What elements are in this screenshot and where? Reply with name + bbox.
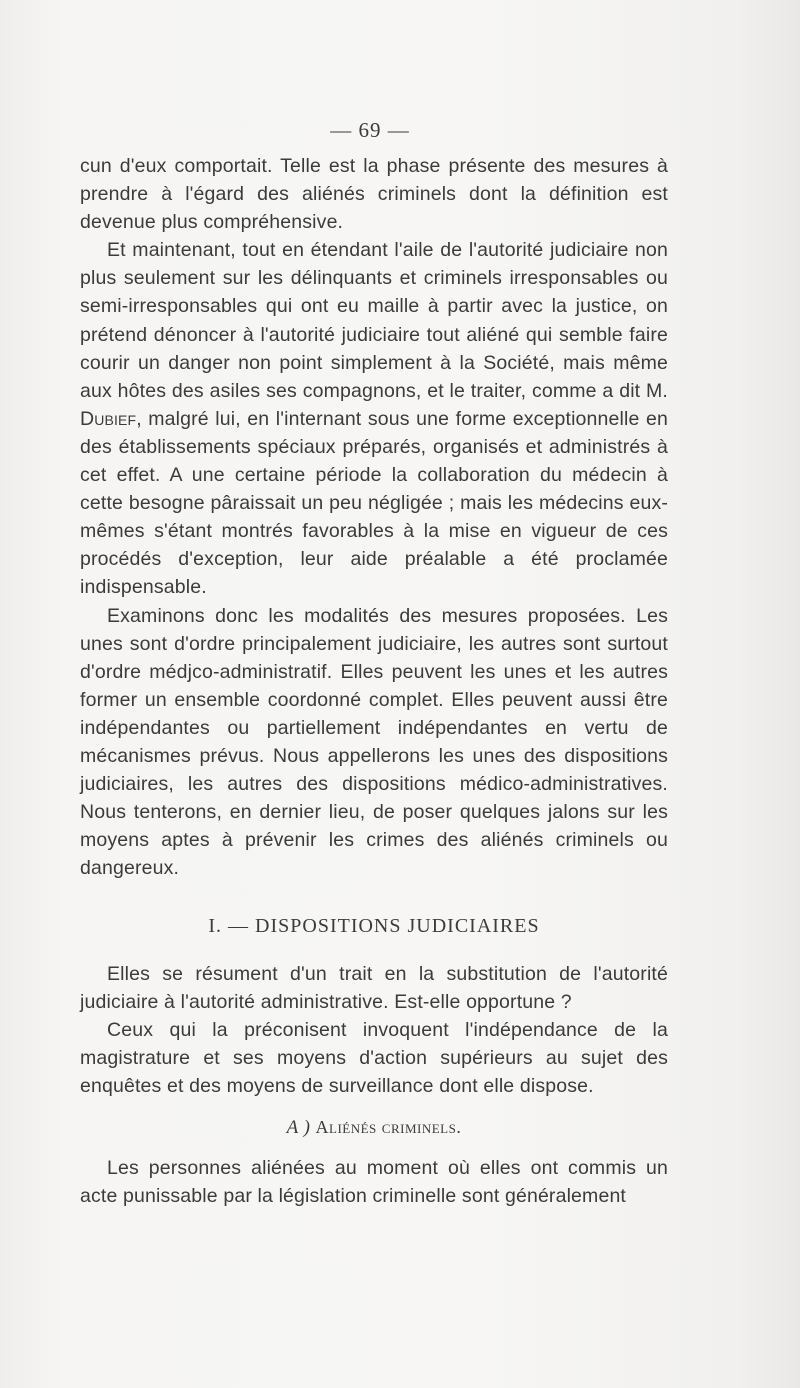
body-text xyxy=(80,152,668,1210)
author-name: Dubief xyxy=(80,407,137,430)
subsection-letter: A ) xyxy=(286,1117,311,1138)
paragraph-1: cun d'eux comportait. Telle est la phase présente des mesures à prendre à l'égard des aliénés criminels dont la définition est devenue plus compréhensive. xyxy=(80,155,668,234)
subsection-heading xyxy=(80,1113,668,1142)
page-number: — 69 — xyxy=(330,118,410,142)
final-paragraph: Les personnes aliénées au moment où elles ont commis un acte punissable par la législation criminelle sont généralement xyxy=(80,1157,668,1208)
section-paragraph-1: Elles se résument d'un trait en la substitution de l'autorité judiciaire à l'autorité administrative. Est-elle opportune ? xyxy=(80,962,668,1013)
subsection-title: Aliénés criminels. xyxy=(315,1117,462,1137)
paragraph-3: Examinons donc les modalités des mesures proposées. Les unes sont d'ordre principalement judiciaire, les autres sont surtout d'ordre médjco-administratif. Elles peuvent les unes et les autres former un ensemble coordonné complet. Elles peuvent aussi être indépendantes ou partiellement indépendantes en vertu de mécanismes prévus. Nous appellerons les unes des dispositions judiciaires, les autres des dispositions médico-administratives. Nous tenterons, en dernier lieu, de poser quelques jalons sur les moyens aptes à prévenir les crimes des aliénés criminels ou dangereux. xyxy=(80,604,668,880)
section-heading: I. — DISPOSITIONS JUDICIAIRES xyxy=(208,915,540,938)
paragraph-2-end: , malgré lui, en l'internant sous une forme exceptionnelle en des établissements spéciaux préparés, organisés et administrés à cet effet. A une certaine période la collaboration du médecin à cette besogne pâraissait un peu négligée ; mais les médecins eux-mêmes s'étant montrés favorables à la mise en vigueur de ces procédés d'exception, leur aide préalable a été proclamée indispensable. xyxy=(80,407,668,599)
section-paragraph-2: Ceux qui la préconisent invoquent l'indépendance de la magistrature et ses moyens d'action supérieurs au sujet des enquêtes et des moyens de surveillance dont elle dispose. xyxy=(80,1018,668,1097)
paragraph-2 xyxy=(80,236,668,601)
paragraph-2-start: Et maintenant, tout en étendant l'aile de l'autorité judiciaire non plus seulement sur les délinquants et criminels irresponsables ou semi-irresponsables qui ont eu maille à partir avec la justice, on prétend dénoncer à l'autorité judiciaire tout aliéné qui semble faire courir un danger non point simplement à la Société, mais même aux hôtes des asiles ses compagnons, et le traiter, comme a dit M. xyxy=(80,239,668,402)
